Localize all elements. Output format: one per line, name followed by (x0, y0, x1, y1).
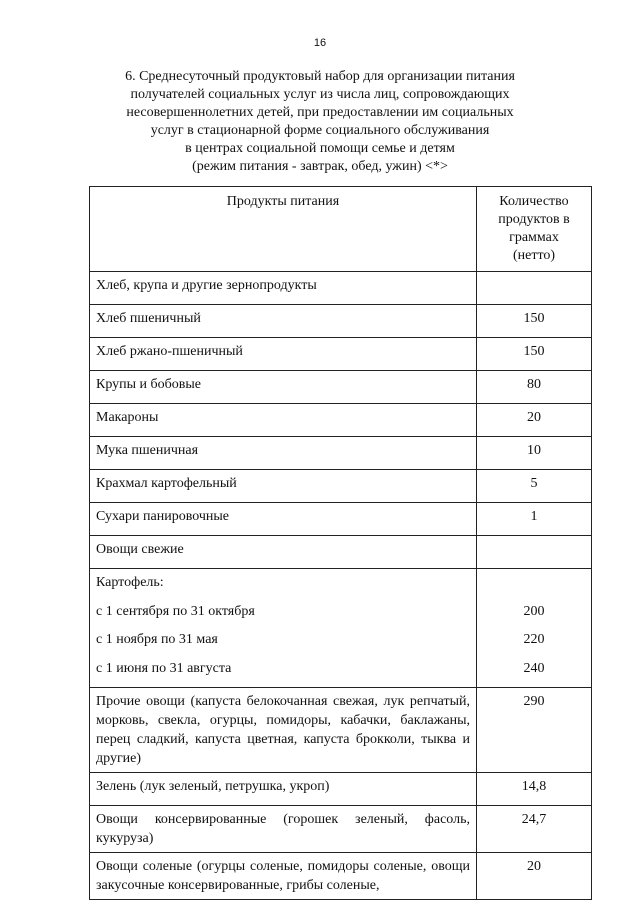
row-product: Прочие овощи (капуста белокочанная свежая, лук репчатый, морковь, свекла, огурцы, помидоры, кабачки, баклажаны, перец сладкий, капуста цветная, капуста брокколи, тыква и другие) (90, 688, 477, 773)
row-quantity: 1 (477, 503, 592, 536)
potato-period: с 1 июня по 31 августа (96, 660, 232, 676)
table-row (90, 371, 592, 404)
table-row (90, 536, 592, 569)
page-number: 16 (313, 37, 327, 49)
potato-product-cell (90, 569, 477, 688)
title-line: получателей социальных услуг из числа лиц, сопровождающих (130, 87, 510, 102)
table-header-row (90, 187, 592, 272)
potato-heading: Картофель: (96, 575, 164, 590)
row-product: Овощи соленые (огурцы соленые, помидоры соленые, овощи закусочные консервированные, грибы соленые, (90, 853, 477, 900)
row-quantity: 20 (477, 853, 592, 900)
table-row (90, 773, 592, 806)
potato-quantity: 220 (523, 632, 545, 648)
header-product: Продукты питания (90, 187, 477, 272)
food-set-table (89, 186, 592, 900)
row-product: Овощи консервированные (горошек зеленый, фасоль, кукуруза) (90, 806, 477, 853)
potato-quantity: 200 (523, 603, 545, 619)
row-quantity: 290 (477, 688, 592, 773)
row-product: Хлеб, крупа и другие зернопродукты (90, 272, 477, 305)
table-row (90, 437, 592, 470)
row-quantity: 80 (477, 371, 592, 404)
row-quantity: 10 (477, 437, 592, 470)
title-line: в центрах социальной помощи семье и детям (185, 141, 455, 156)
table-row (90, 503, 592, 536)
potato-period: с 1 сентября по 31 октября (96, 603, 255, 619)
row-product: Крупы и бобовые (90, 371, 477, 404)
title-line: несовершеннолетних детей, при предоставлении им социальных (126, 105, 514, 120)
table-row (90, 470, 592, 503)
potato-quantity-cell (477, 569, 592, 688)
row-product: Крахмал картофельный (90, 470, 477, 503)
table-row (90, 404, 592, 437)
table-row (90, 338, 592, 371)
table-row (90, 305, 592, 338)
title-line: (режим питания - завтрак, обед, ужин) <*> (192, 159, 448, 174)
row-quantity: 150 (477, 338, 592, 371)
header-quantity (477, 187, 592, 272)
potato-quantity: 240 (523, 660, 545, 676)
row-product: Зелень (лук зеленый, петрушка, укроп) (90, 773, 477, 806)
row-quantity (477, 272, 592, 305)
row-product: Сухари панировочные (90, 503, 477, 536)
potato-spacer (477, 573, 591, 602)
header-quantity-line: Количество (499, 194, 569, 209)
row-product: Мука пшеничная (90, 437, 477, 470)
document-title (80, 68, 560, 176)
header-quantity-line: граммах (509, 230, 559, 245)
table-row (90, 272, 592, 305)
title-line: 6. Среднесуточный продуктовый набор для организации питания (125, 69, 515, 84)
header-quantity-line: продуктов в (498, 212, 570, 227)
table-row (90, 806, 592, 853)
row-quantity: 24,7 (477, 806, 592, 853)
row-product: Макароны (90, 404, 477, 437)
header-quantity-line: (нетто) (512, 248, 556, 263)
potato-period: с 1 ноября по 31 мая (96, 632, 218, 648)
table-row (90, 853, 592, 900)
table-row-potato (90, 569, 592, 688)
row-quantity: 150 (477, 305, 592, 338)
row-quantity: 5 (477, 470, 592, 503)
row-quantity: 20 (477, 404, 592, 437)
row-product: Хлеб ржано-пшеничный (90, 338, 477, 371)
row-product: Овощи свежие (90, 536, 477, 569)
table-row (90, 688, 592, 773)
title-line: услуг в стационарной форме социального обслуживания (150, 123, 490, 138)
row-quantity (477, 536, 592, 569)
row-product: Хлеб пшеничный (90, 305, 477, 338)
row-quantity: 14,8 (477, 773, 592, 806)
